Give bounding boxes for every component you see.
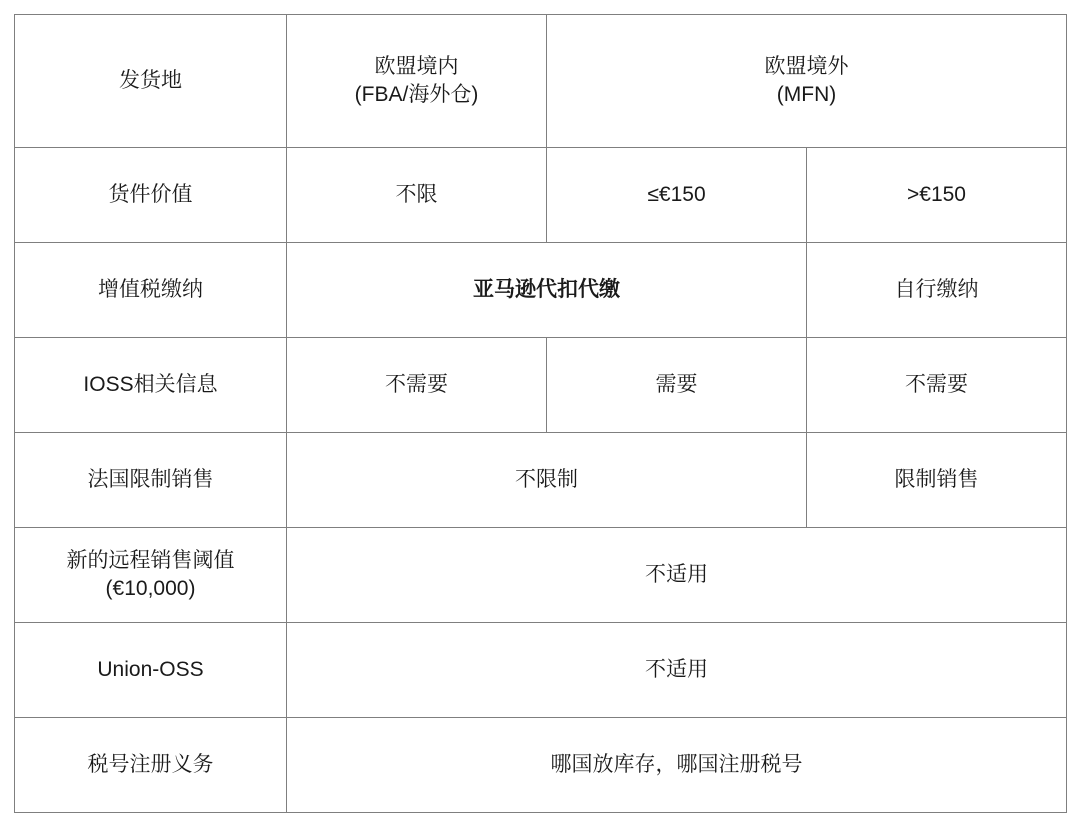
cell-france-unrestricted: 不限制 — [287, 433, 807, 528]
cell-vat-payment-amazon: 亚马逊代扣代缴 — [287, 243, 807, 338]
cell-vat-payment-self: 自行缴纳 — [807, 243, 1067, 338]
table-row — [15, 528, 1067, 623]
header-eu-outside-cell — [547, 15, 1067, 148]
row-label-threshold-line1: 新的远程销售阈值 — [66, 548, 235, 572]
row-label-threshold-line2: (€10,000) — [105, 577, 196, 600]
cell-shipment-value-gt150: >€150 — [807, 148, 1067, 243]
header-label-cell: 发货地 — [15, 15, 287, 148]
vat-comparison-table — [14, 14, 1067, 813]
row-label-france-restriction: 法国限制销售 — [15, 433, 287, 528]
cell-ioss-gt150: 不需要 — [807, 338, 1067, 433]
row-label-distance-selling-threshold — [15, 528, 287, 623]
table-header-row — [15, 15, 1067, 148]
table-row — [15, 243, 1067, 338]
cell-union-oss-na: 不适用 — [287, 623, 1067, 718]
cell-tax-registration-rule: 哪国放库存，哪国注册税号 — [287, 718, 1067, 813]
header-eu-inside-line1: 欧盟境内 — [374, 54, 459, 78]
table-row — [15, 433, 1067, 528]
cell-france-restricted: 限制销售 — [807, 433, 1067, 528]
header-eu-inside-line2: (FBA/海外仓) — [354, 83, 479, 106]
table-row — [15, 718, 1067, 813]
table-row — [15, 338, 1067, 433]
row-label-union-oss: Union-OSS — [15, 623, 287, 718]
cell-ioss-lte150: 需要 — [547, 338, 807, 433]
header-eu-inside-cell — [287, 15, 547, 148]
row-label-shipment-value: 货件价值 — [15, 148, 287, 243]
header-eu-outside-line1: 欧盟境外 — [764, 54, 849, 78]
cell-shipment-value-lte150: ≤€150 — [547, 148, 807, 243]
row-label-tax-registration: 税号注册义务 — [15, 718, 287, 813]
header-eu-outside-line2: (MFN) — [776, 83, 837, 106]
cell-shipment-value-eu-inside: 不限 — [287, 148, 547, 243]
table-row — [15, 148, 1067, 243]
table-row — [15, 623, 1067, 718]
row-label-ioss-info: IOSS相关信息 — [15, 338, 287, 433]
cell-ioss-eu-inside: 不需要 — [287, 338, 547, 433]
cell-threshold-na: 不适用 — [287, 528, 1067, 623]
row-label-vat-payment: 增值税缴纳 — [15, 243, 287, 338]
